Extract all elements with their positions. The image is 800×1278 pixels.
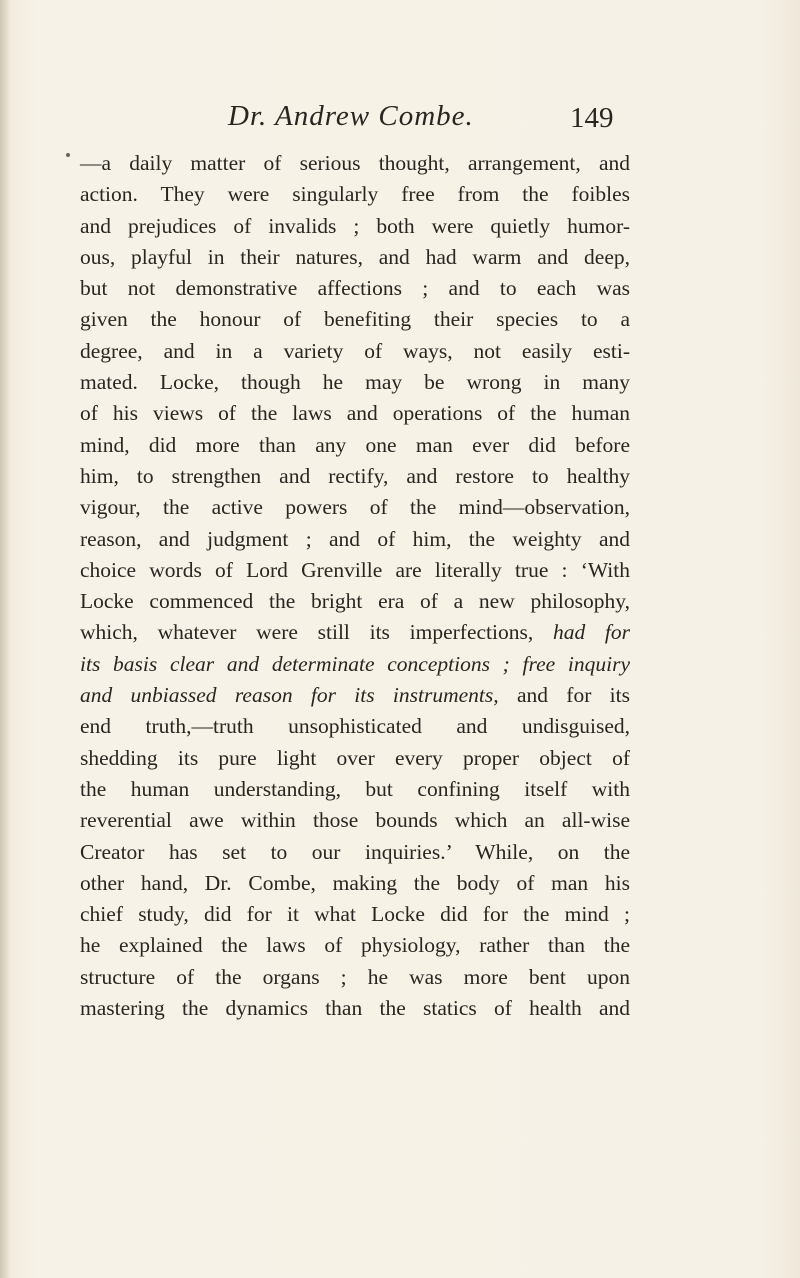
page-gutter-shadow xyxy=(0,0,10,1278)
text-line-italic xyxy=(80,649,630,680)
text-line: choice words of Lord Grenville are literally true : ‘With xyxy=(80,557,630,582)
text-line: vigour, the active powers of the mind—observation, xyxy=(80,495,630,520)
text-line: and prejudices of invalids ; both were quietly humor- xyxy=(80,213,630,238)
text-line: the human understanding, but confining itself with xyxy=(80,776,630,801)
italic-segment: had for xyxy=(552,620,630,645)
text-segment: and for its xyxy=(516,683,630,708)
body-text xyxy=(80,148,630,1024)
text-line: structure of the organs ; he was more bent upon xyxy=(80,964,630,989)
text-line: of his views of the laws and operations of the human xyxy=(80,401,630,426)
text-line: he explained the laws of physiology, rather than the xyxy=(80,933,630,958)
text-line: action. They were singularly free from the foibles xyxy=(80,182,630,207)
print-speck xyxy=(66,153,70,157)
text-line-mixed xyxy=(80,680,630,711)
text-line-mixed xyxy=(80,617,630,648)
text-line: shedding its pure light over every proper object of xyxy=(80,745,630,770)
text-line: other hand, Dr. Combe, making the body of man his xyxy=(80,870,630,895)
text-segment: which, whatever were still its imperfections, xyxy=(80,620,534,645)
text-line: degree, and in a variety of ways, not easily esti- xyxy=(80,338,630,363)
text-line: reverential awe within those bounds which an all-wise xyxy=(80,808,630,833)
text-line: —a daily matter of serious thought, arrangement, and xyxy=(80,151,630,175)
running-head xyxy=(0,100,800,150)
text-line: ous, playful in their natures, and had warm and deep, xyxy=(80,244,630,269)
italic-segment: and unbiassed reason for its instruments, xyxy=(80,683,499,708)
text-line: Locke commenced the bright era of a new philosophy, xyxy=(80,589,630,614)
text-line: mind, did more than any one man ever did before xyxy=(80,432,630,457)
text-line: mastering the dynamics than the statics of health and xyxy=(80,996,630,1021)
text-line: chief study, did for it what Locke did for the mind ; xyxy=(80,902,630,927)
text-line: mated. Locke, though he may be wrong in many xyxy=(80,370,630,395)
italic-segment: its basis clear and determinate conceptions ; free inquiry xyxy=(80,651,630,676)
text-line: Creator has set to our inquiries.’ While, on the xyxy=(80,839,630,864)
text-line: but not demonstrative affections ; and to each was xyxy=(80,276,630,301)
page-number: 149 xyxy=(570,102,614,134)
text-line: given the honour of benefiting their species to a xyxy=(80,307,630,332)
text-line: reason, and judgment ; and of him, the weighty and xyxy=(80,526,630,551)
text-line: him, to strengthen and rectify, and restore to healthy xyxy=(80,463,630,488)
text-line: end truth,—truth unsophisticated and undisguised, xyxy=(80,714,630,739)
running-title: Dr. Andrew Combe. xyxy=(228,100,474,132)
